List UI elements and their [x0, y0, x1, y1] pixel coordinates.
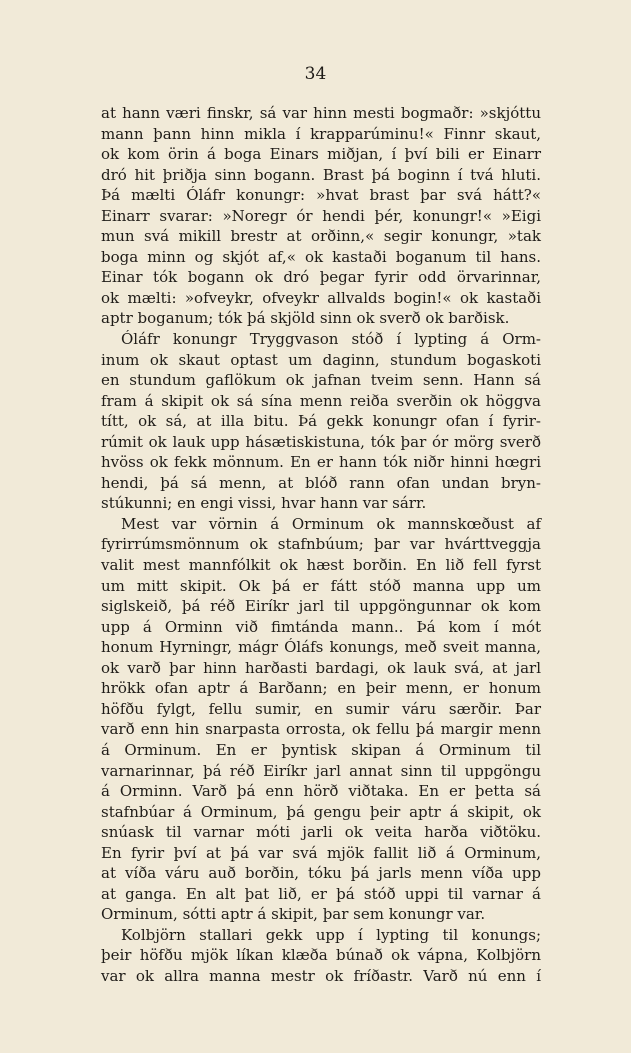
text-line: á Orminn. Varð þá enn hörð viðtaka. En er þetta sá — [101, 782, 541, 801]
text-line: Óláfr konungr Tryggvason stóð í lypting á Orm- — [121, 330, 541, 349]
text-line: þeir höfðu mjök líkan klæða búnað ok vápna, Kolbjörn — [101, 946, 541, 965]
text-line: á Orminum. En er þyntisk skipan á Orminum til — [101, 740, 541, 759]
text-line: mun svá mikill brestr at orðinn,« segir konungr, »tak — [101, 227, 541, 246]
text-line: stafnbúar á Orminum, þá gengu þeir aptr á skipit, ok — [101, 802, 541, 821]
text-line: um mitt skipit. Ok þá er fátt stóð manna upp um — [101, 576, 541, 595]
text-line: höfðu fylgt, fellu sumir, en sumir váru særðir. Þar — [101, 699, 541, 718]
text-line: Kolbjörn stallari gekk upp í lypting til konungs; — [121, 925, 541, 944]
text-line: aptr boganum; tók þá skjöld sinn ok sverð ok barðisk. — [101, 309, 510, 328]
text-line: Einar tók bogann ok dró þegar fyrir odd örvarinnar, — [101, 268, 541, 287]
text-line: dró hit þriðja sinn bogann. Brast þá boginn í tvá hluti. — [101, 165, 541, 184]
text-line: Orminum, sótti aptr á skipit, þar sem konungr var. — [101, 905, 486, 924]
text-line: inum ok skaut optast um daginn, stundum bogaskoti — [101, 350, 541, 369]
text-line: hrökk ofan aptr á Barðann; en þeir menn, er honum — [101, 679, 541, 698]
text-line: rúmit ok lauk upp hásætiskistuna, tók þar ór mörg sverð — [101, 432, 541, 451]
text-line: ok mælti: »ofveykr, ofveykr allvalds bogin!« ok kastaði — [101, 288, 541, 307]
text-line: varð enn hin snarpasta orrosta, ok fellu þá margir menn — [101, 720, 541, 739]
text-line: ok kom örin á boga Einars miðjan, í því bili er Einarr — [101, 145, 541, 164]
text-line: valit mest mannfólkit ok hæst borðin. En lið fell fyrst — [101, 556, 541, 575]
text-line: hendi, þá sá menn, at blóð rann ofan undan bryn- — [101, 473, 541, 492]
text-line: boga minn og skjót af,« ok kastaði boganum til hans. — [101, 247, 541, 266]
text-line: fyrirrúmsmönnum ok stafnbúum; þar var hvárttveggja — [101, 535, 541, 554]
text-line: títt, ok sá, at illa bitu. Þá gekk konungr ofan í fyrir- — [101, 412, 541, 431]
text-line: varnarinnar, þá réð Eiríkr jarl annat sinn til uppgöngu — [101, 761, 541, 780]
text-line: hvöss ok fekk mönnum. En er hann tók niðr hinni hœgri — [101, 453, 541, 472]
text-line: stúkunni; en engi vissi, hvar hann var sárr. — [101, 494, 427, 513]
text-line: at víða váru auð borðin, tóku þá jarls menn víða upp — [101, 864, 541, 883]
text-line: honum Hyrningr, mágr Óláfs konungs, með sveit manna, — [101, 638, 541, 657]
text-line: snúask til varnar móti jarli ok veita harða viðtöku. — [101, 823, 541, 842]
text-line: var ok allra manna mestr ok fríðastr. Varð nú enn í — [101, 966, 541, 985]
text-line: at hann væri finskr, sá var hinn mesti bogmaðr: »skjóttu — [101, 104, 541, 122]
text-line: en stundum gaflökum ok jafnan tveim senn. Hann sá — [101, 371, 541, 390]
body-text — [101, 103, 541, 987]
page-number: 34 — [304, 64, 327, 84]
text-line: upp á Orminn við fimtánda mann.. Þá kom í mót — [101, 617, 541, 636]
text-line: Einarr svarar: »Noregr ór hendi þér, konungr!« »Eigi — [101, 206, 541, 225]
text-line: ok varð þar hinn harðasti bardagi, ok lauk svá, at jarl — [101, 658, 541, 677]
text-line: En fyrir því at þá var svá mjök fallit lið á Orminum, — [101, 843, 541, 862]
text-line: at ganga. En alt þat lið, er þá stóð uppi til varnar á — [101, 884, 541, 903]
text-line: Mest var vörnin á Orminum ok mannskœðust af — [121, 514, 541, 533]
text-line: siglskeið, þá réð Eiríkr jarl til uppgöngunnar ok kom — [101, 597, 541, 616]
text-line: fram á skipit ok sá sína menn reiða sverðin ok höggva — [101, 391, 541, 410]
text-line: mann þann hinn mikla í krapparúminu!« Finnr skaut, — [101, 124, 541, 143]
text-line: Þá mælti Óláfr konungr: »hvat brast þar svá hátt?« — [101, 186, 541, 205]
